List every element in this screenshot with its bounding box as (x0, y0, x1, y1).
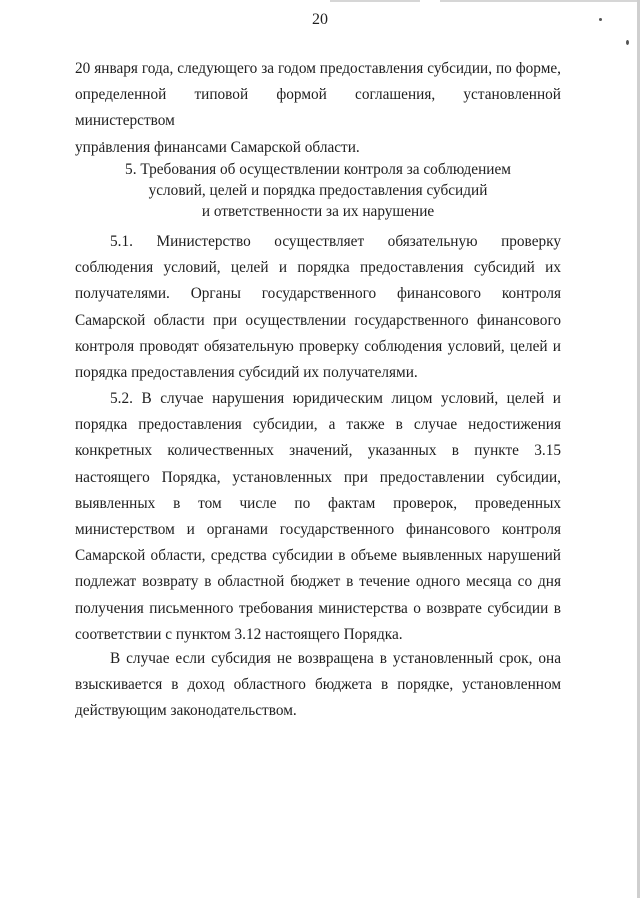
scan-artifact (440, 0, 640, 2)
paragraph-refund (75, 646, 561, 725)
page-number: 20 (312, 11, 328, 28)
paragraph-text: В случае если субсидия не возвращена в установленный срок, она взыскивается в доход областного бюджета в порядке, установленном действующим законодательством. (75, 650, 561, 720)
heading-line: и ответственности за их нарушение (201, 203, 435, 220)
heading-line: условий, целей и порядка предоставления субсидий (148, 182, 488, 199)
scan-artifact (330, 0, 420, 2)
intro-paragraph (75, 56, 561, 161)
section-heading (75, 159, 561, 222)
paragraph-text: 5.2. В случае нарушения юридическим лицом условий, целей и порядка предоставления субсидии, а также в случае недостижения конкретных количественных значений, указанных в пункте 3.15 настоящего Порядка, установленных при предоставлении субсидии, выявленных в том числе по фактам проверок, проведенных министерством и органами государственного финансового контроля Самарской области, средства субсидии в объеме выявленных нарушений подлежат возврату в областной бюджет в течение одного месяца со дня получения письменного требования министерства о возврате субсидии в соответствии с пунктом 3.12 настоящего Порядка. (75, 390, 561, 643)
intro-line: 20 января года, следующего за годом предоставления субсидии, по форме, (75, 60, 561, 77)
paragraph-5-2 (75, 386, 561, 648)
heading-line: 5. Требования об осуществлении контроля за соблюдением (125, 161, 511, 178)
intro-line: управления финансами Самарской области. (75, 138, 360, 156)
paragraph-5-1 (75, 229, 561, 386)
intro-line: определенной типовой формой соглашения, установленной министерством (75, 86, 561, 130)
paragraph-text: 5.1. Министерство осуществляет обязательную проверку соблюдения условий, целей и порядка предоставления субсидий их получателями. Органы государственного финансового контроля Самарской области при осуществлении государственного финансового контроля проводят обязательную проверку соблюдения условий, целей и порядка предоставления субсидий их получателями. (75, 233, 561, 382)
scan-speck (626, 40, 629, 45)
